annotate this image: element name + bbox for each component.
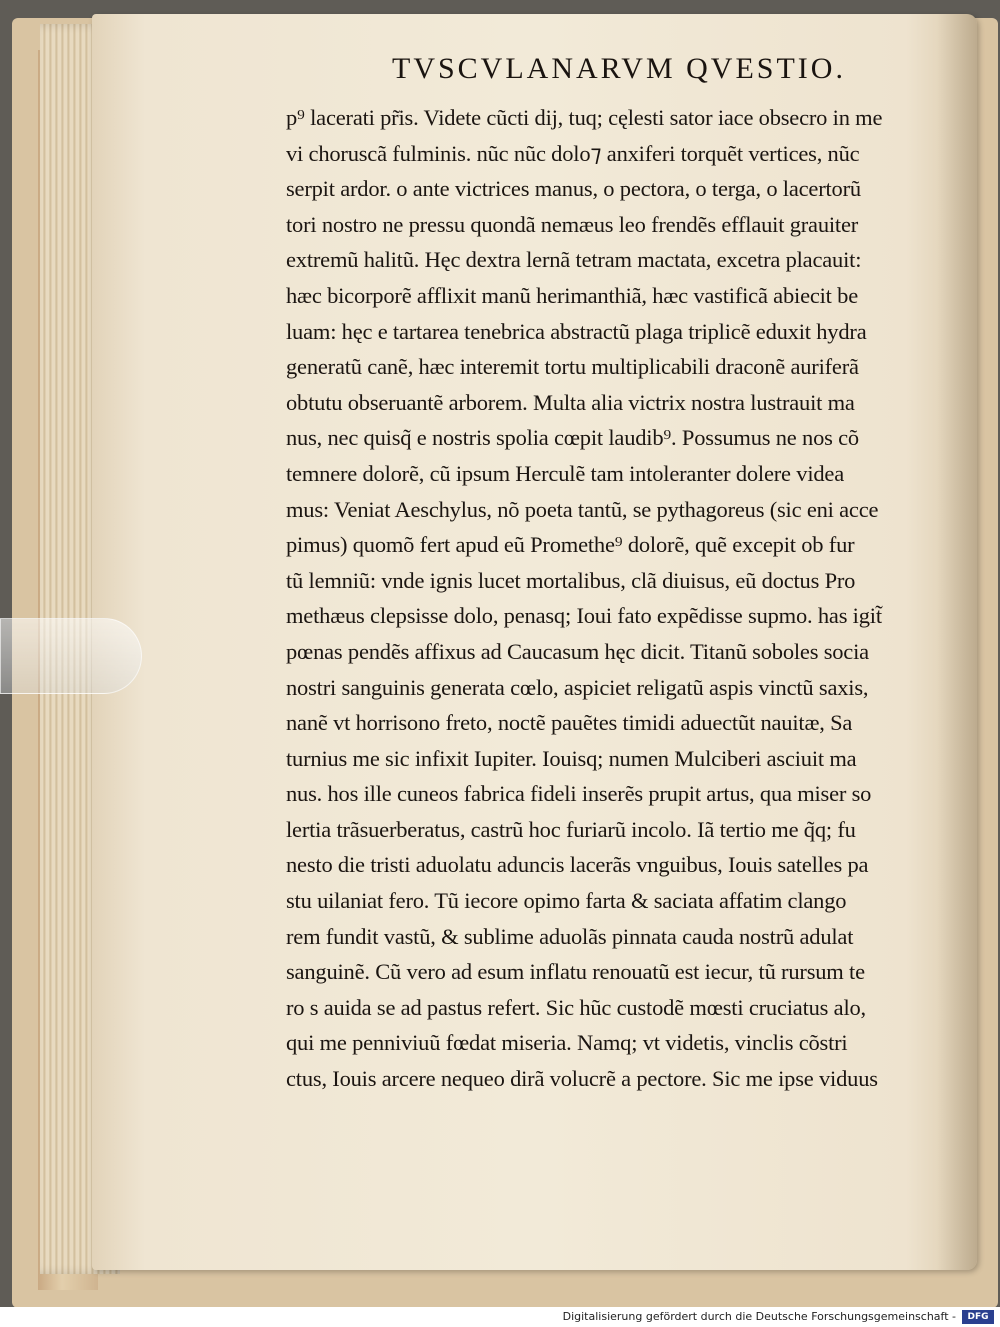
running-head: TVSCVLANARVM QVESTIO.	[392, 52, 846, 85]
text-line: nus. hos ille cuneos fabrica fideli inserẽs prupit artus, qua miser so	[286, 781, 872, 807]
text-line: nostri sanguinis generata cœlo, aspiciet religatũ aspis vinctũ saxis,	[286, 674, 869, 700]
text-line: extremũ halitũ. Hęc dextra lernã tetram mactata, excetra placauit:	[286, 247, 862, 273]
text-line: vi choruscã fulminis. nũc nũc dolo⁊ anxiferi torquẽt vertices, nũc	[286, 140, 860, 166]
text-line: mus: Veniat Aeschylus, nõ poeta tantũ, se pythagoreus (sic eni acce	[286, 496, 879, 522]
text-line: hæc bicorporẽ afflixit manũ herimanthiã, hæc vastificã abiecit be	[286, 282, 859, 308]
text-line: lertia trãsuerberatus, castrũ hoc furiarũ incolo. Iã tertio me q̃q; fu	[286, 816, 856, 842]
text-line: nus, nec quisq̃ e nostris spolia cœpit laudib⁹. Possumus ne nos cõ	[286, 425, 859, 451]
text-line: rem fundit vastũ, & sublime aduolãs pinnata cauda nostrũ adulat	[286, 923, 854, 949]
text-line: nesto die tristi aduolatu aduncis lacerãs vnguibus, Iouis satelles pa	[286, 852, 869, 878]
text-line: pœnas pendẽs affixus ad Caucasum hęc dicit. Titanũ soboles socia	[286, 638, 869, 664]
text-line: sanguinẽ. Cũ vero ad esum inflatu renouatũ est iecur, tũ rursum te	[286, 959, 865, 985]
body-text	[286, 100, 946, 1097]
text-line: luam: hęc e tartarea tenebrica abstractũ plaga triplicẽ eduxit hydra	[286, 318, 867, 344]
text-line: ro s auida se ad pastus refert. Sic hũc custodẽ mœsti cruciatus alo,	[286, 994, 866, 1020]
text-line: tori nostro ne pressu quondã nemæus leo frendẽs efflauit grauiter	[286, 211, 859, 237]
text-line: tũ lemniũ: vnde ignis lucet mortalibus, clã diuisus, eũ doctus Pro	[286, 567, 856, 593]
text-line: obtutu obseruantẽ arborem. Multa alia victrix nostra lustrauit ma	[286, 389, 855, 415]
text-line: serpit ardor. o ante victrices manus, o pectora, o terga, o lacertorũ	[286, 176, 861, 202]
text-line: generatũ canẽ, hæc interemit tortu multiplicabili draconẽ auriferã	[286, 354, 859, 380]
text-line: ctus, Iouis arcere nequeo dirã volucrẽ a pectore. Sic me ipse viduus	[286, 1066, 878, 1092]
bookmark-clip	[0, 618, 142, 694]
footer-bar	[0, 1307, 1000, 1327]
text-line: p⁹ lacerati pr̃is. Videte cũcti dij, tuq; cęlesti sator iace obsecro in me	[286, 105, 883, 130]
text-line: turnius me sic infixit Iupiter. Iouisq; numen Mulciberi asciuit ma	[286, 745, 857, 771]
text-line: methæus clepsisse dolo, penasq; Ioui fato expẽdisse supmo. has igit̃	[286, 603, 882, 629]
text-line: temnere dolorẽ, cũ ipsum Herculẽ tam intoleranter dolere videa	[286, 460, 844, 486]
text-line: stu uilaniat fero. Tũ iecore opimo farta & saciata affatim clango	[286, 888, 847, 914]
dfg-logo: DFG	[962, 1310, 994, 1324]
text-line: nanẽ vt horrisono freto, noctẽ pauẽtes timidi aduectũt nauitæ, Sa	[286, 710, 853, 736]
text-line: qui me penniviuũ fœdat miseria. Namq; vt videtis, vinclis cõstri	[286, 1030, 848, 1056]
footer-credit: Digitalisierung gefördert durch die Deutsche Forschungsgemeinschaft -	[562, 1310, 956, 1323]
text-line: pimus) quomõ fert apud eũ Promethe⁹ dolorẽ, quẽ excepit ob fur	[286, 532, 855, 558]
